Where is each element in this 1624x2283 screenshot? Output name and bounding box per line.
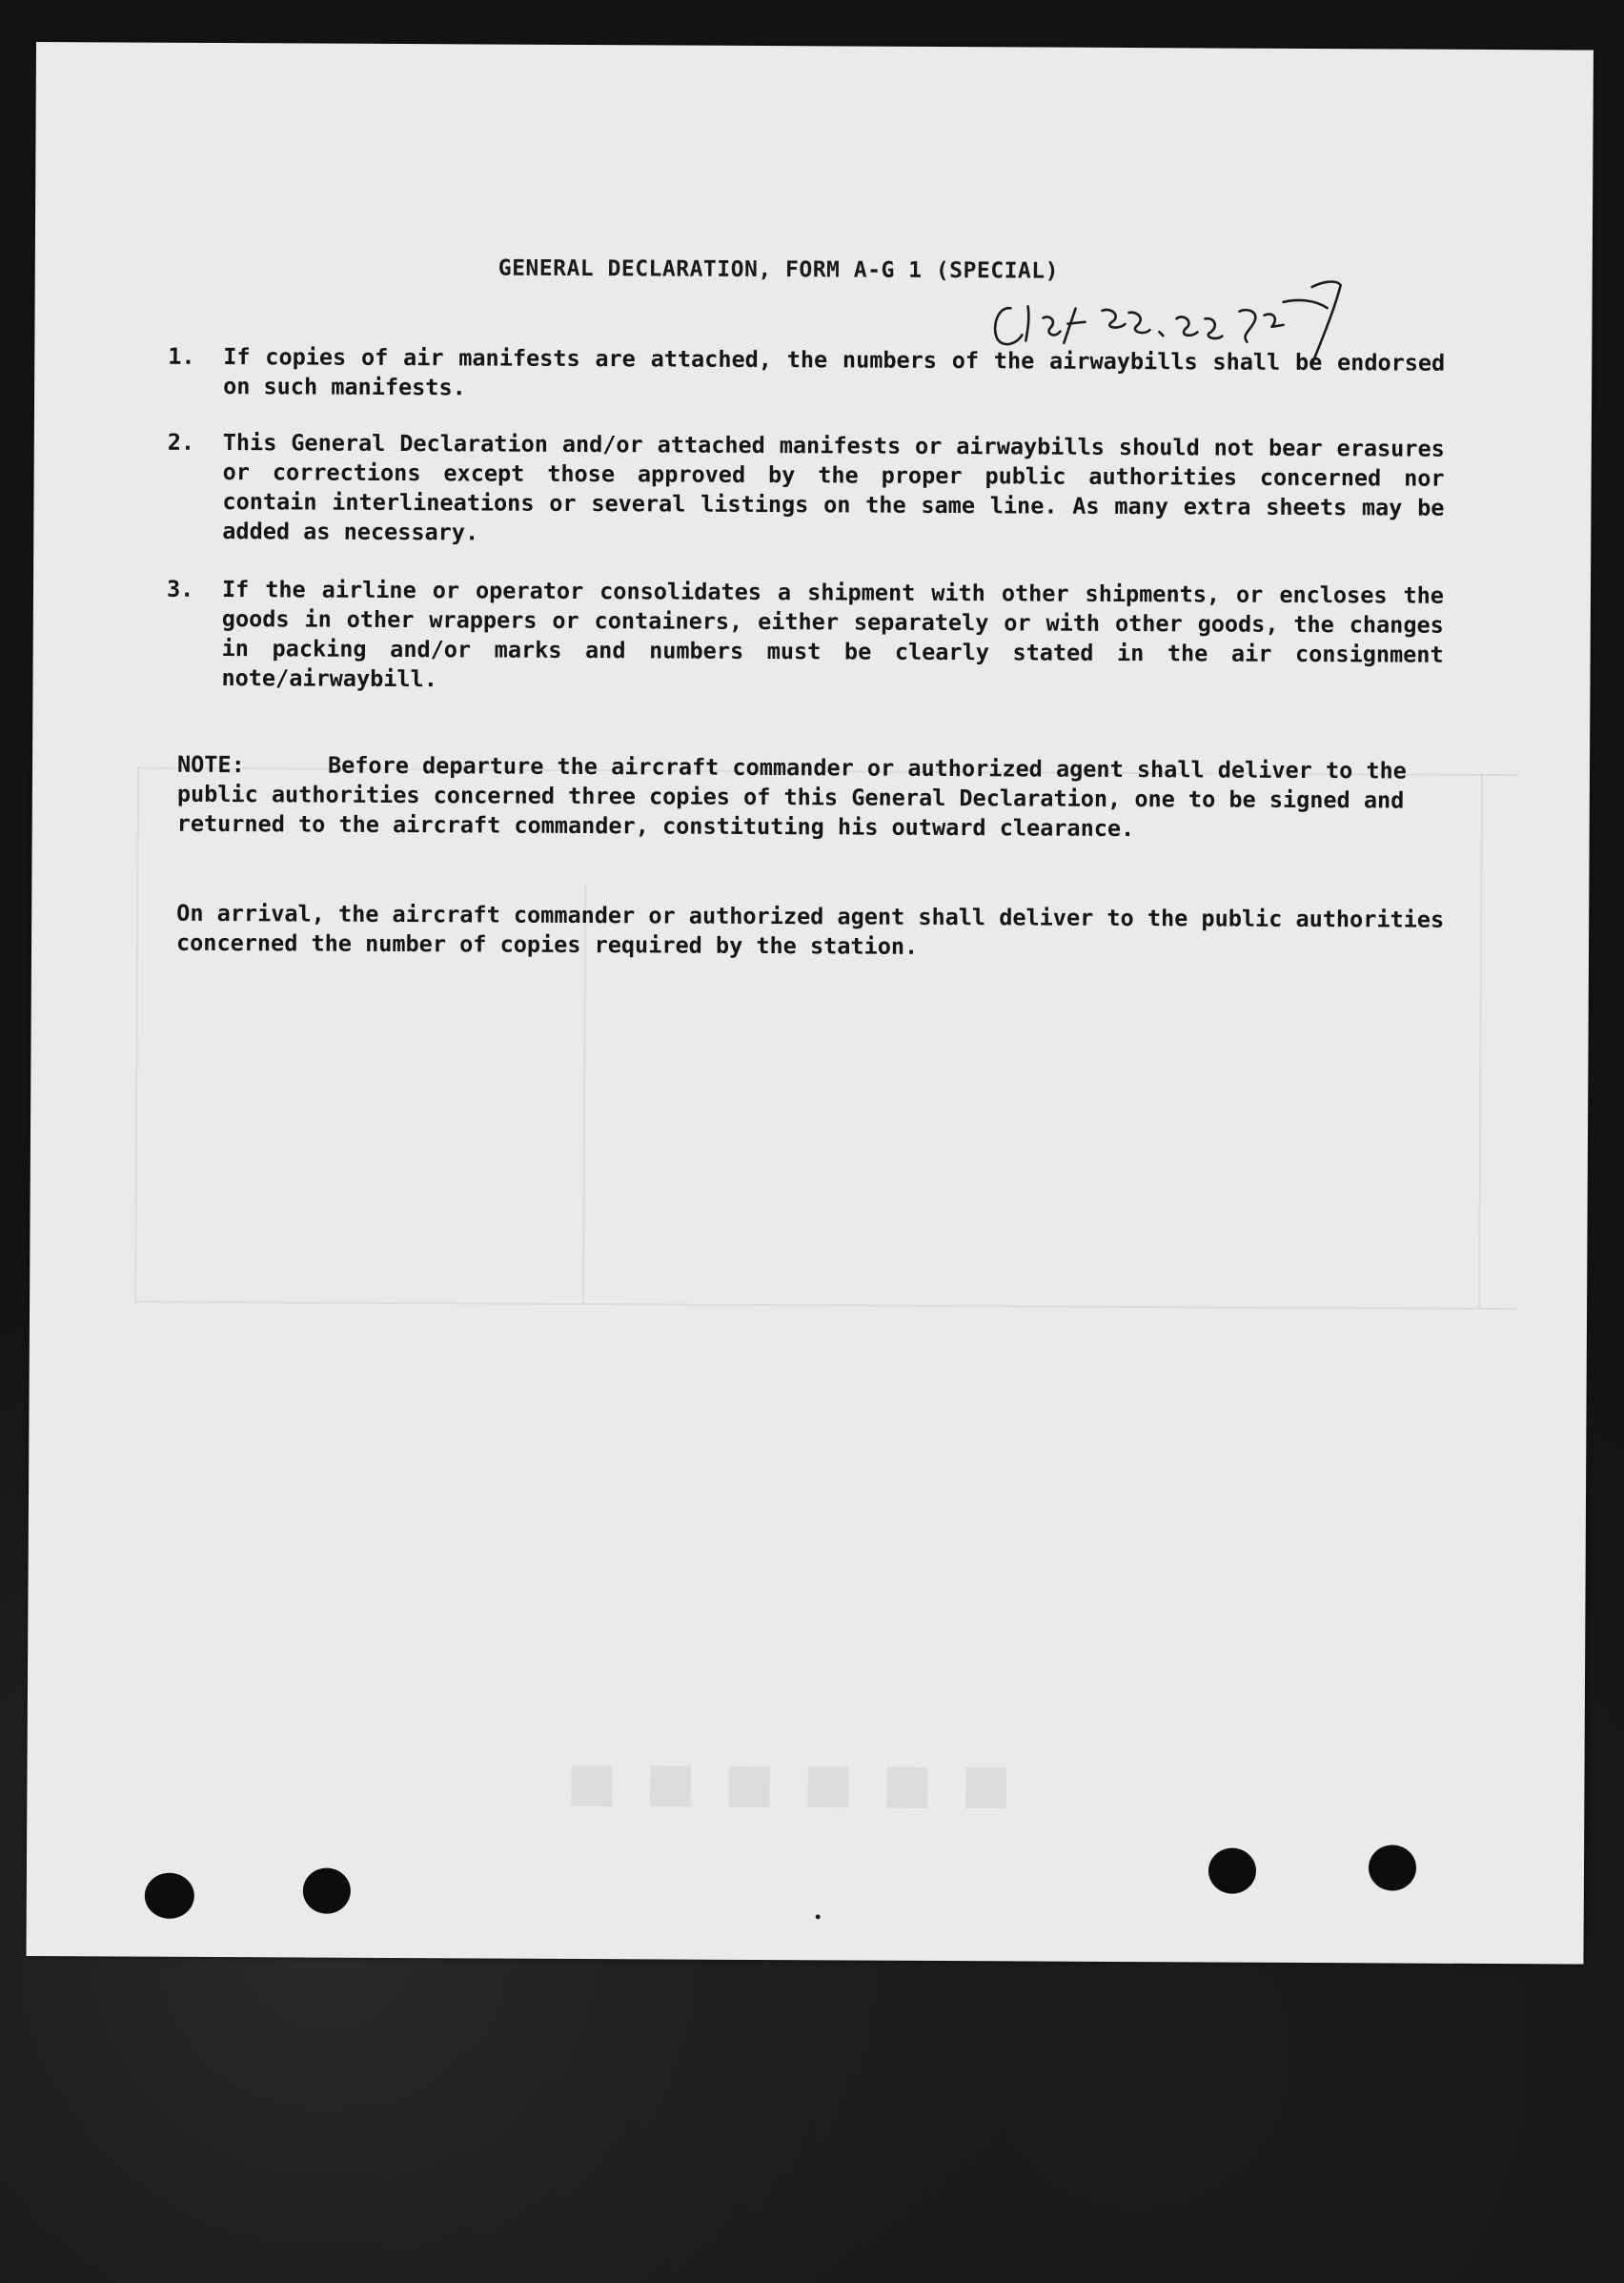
bleed-through-rule [134, 767, 139, 1301]
note-label: NOTE: [176, 750, 245, 779]
bleed-through-rule [134, 1301, 1516, 1311]
item-number: 2. [167, 428, 195, 456]
instruction-item-2 [167, 428, 1502, 559]
item-number: 3. [166, 575, 194, 602]
item-number: 1. [168, 342, 195, 370]
document-page [26, 42, 1593, 1965]
bleed-through-rule [1478, 774, 1483, 1308]
item-text: If copies of air manifests are attached, the numbers of the airwaybills shall be endorsed on such manifests. [223, 343, 1459, 401]
punch-hole [1208, 1847, 1256, 1893]
note-paragraph [177, 750, 1492, 846]
instruction-item-1 [168, 342, 1502, 416]
item-text: If the airline or operator consolidates a shipment with other shipments, or encloses the goods in other wrappers or containers, either separately or with other goods, the changes in packing and/or marks and numbers must be clearly stated in the air consignment note/airwaybill. [221, 576, 1458, 693]
punch-hole [303, 1867, 351, 1913]
punch-hole [1369, 1845, 1416, 1890]
instruction-item-3 [166, 575, 1501, 705]
punch-hole [145, 1873, 194, 1919]
note-text: Before departure the aircraft commander or authorized agent shall deliver to the public authorities concerned three copies of this General Declaration, one to be signed and returned to the aircraft commander, constituting his outward clearance. [176, 751, 1421, 843]
arrival-paragraph: On arrival, the aircraft commander or authorized agent shall deliver to the public authorities concerned the number of copies required by the station. [175, 899, 1458, 960]
document-title: GENERAL DECLARATION, FORM A-G 1 (SPECIAL) [497, 255, 1060, 284]
paper-speck [816, 1914, 821, 1919]
bleed-through-text: ■ ■ ■ ■ ■ ■ [560, 1750, 1012, 1816]
item-text: This General Declaration and/or attached manifests or airwaybills should not bear erasures or corrections except those approved by the proper public authorities concerned nor contain interlineations or several listings on the same line. As many extra sheets may be added as necessary. [222, 429, 1459, 546]
